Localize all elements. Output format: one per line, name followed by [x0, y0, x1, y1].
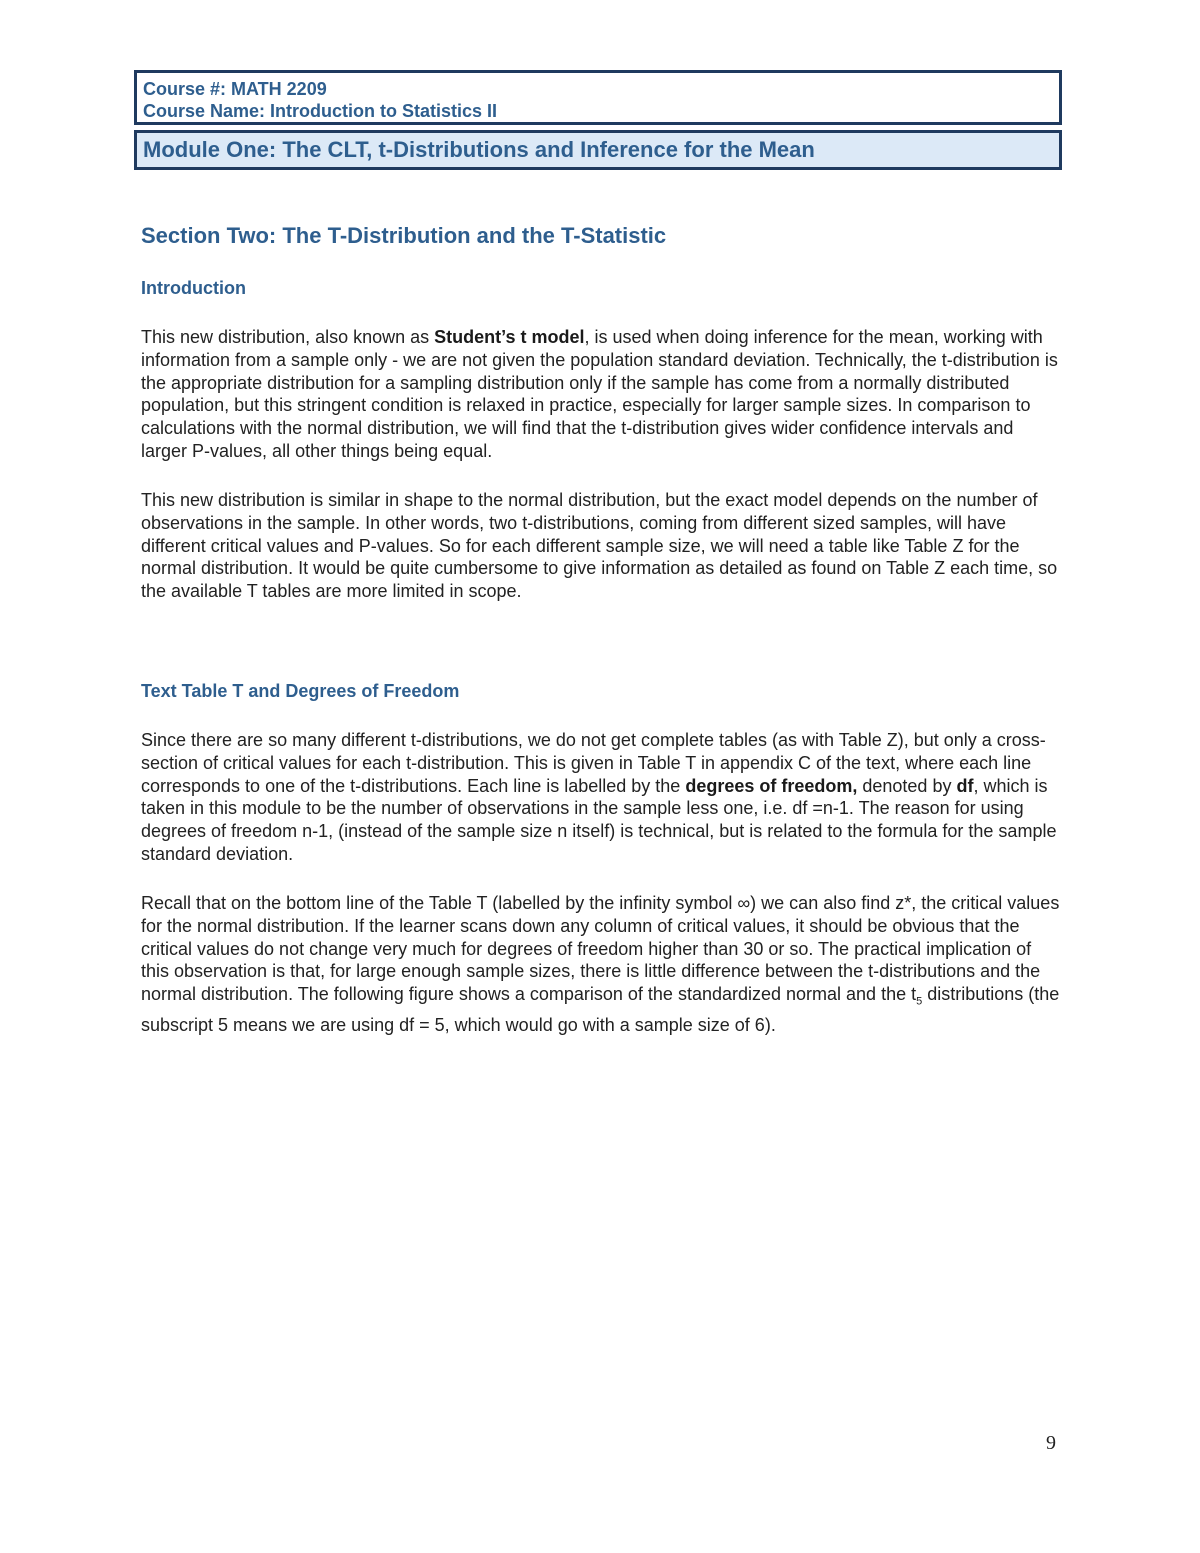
table-t-p2-text-end: distributions (the subscript 5 means we are using df = 5, which would go with a sample size of 6). — [141, 984, 1060, 1035]
page-number: 9 — [1046, 1432, 1056, 1454]
table-t-p1-text-end: , which is taken in this module to be the number of observations in the sample less one, i.e. df =n-1. The reason for using degrees of freedom n-1, (instead of the sample size n itself) is technical, but is related to the formula for the sample standard deviation. — [141, 775, 1057, 864]
table-t-p2-text: Recall that on the bottom line of the Table T (labelled by the infinity symbol ∞) we can also find z*, the critical values for the normal distribution. If the learner scans down any column of critical values, it should be obvious that the critical values do not change very much for degrees of freedom higher than 30 or so. The practical implication of this observation is that, for large enough sample sizes, there is little difference between the t-distributions and the normal distribution. The following figure shows a comparison of the standardized normal and the t — [141, 893, 1060, 1005]
table-t-paragraph-2 — [141, 892, 1061, 1036]
section-title: Section Two: The T-Distribution and the T-Statistic — [141, 223, 667, 248]
table-t-p1-text-mid: denoted by — [857, 775, 957, 796]
course-header — [134, 70, 1062, 125]
table-t-paragraph-1 — [141, 729, 1061, 866]
table-t-p1-text: Since there are so many different t-distributions, we do not get complete tables (as with Table Z), but only a cross-section of critical values for each t-distribution. This is given in Table T in appendix C of the text, where each line corresponds to one of the t-distributions. Each line is labelled by the — [141, 730, 1046, 796]
table-t-heading: Text Table T and Degrees of Freedom — [141, 681, 460, 701]
course-number: Course #: MATH 2209 — [143, 79, 327, 99]
table-t-p1-bold-df: df — [956, 775, 974, 796]
introduction-paragraph-2: This new distribution is similar in shape to the normal distribution, but the exact model depends on the number of observations in the sample. In other words, two t-distributions, coming from different sized samples, will have different critical values and P-values. So for each different sample size, we will need a table like Table Z for the normal distribution. It would be quite cumbersome to give information as detailed as found on Table Z each time, so the available T tables are more limited in scope. — [141, 490, 1058, 602]
module-title: Module One: The CLT, t-Distributions and Inference for the Mean — [134, 130, 1062, 170]
introduction-heading: Introduction — [141, 278, 246, 298]
intro-p1-text-cont: , is used when doing inference for the mean, working with information from a sample only - we are not given the population standard deviation. Technically, the t-distribution is the appropriate distribution for a sampling distribution only if the sample has come from a normally distributed population, but this stringent condition is relaxed in practice, especially for larger sample sizes. In comparison to calculations with the normal distribution, we will find that the t-distribution gives wider confidence intervals and larger P-values, all other things being equal. — [141, 327, 1058, 461]
table-t-p1-bold-dof: degrees of freedom, — [685, 775, 858, 796]
table-t-p2-subscript: 5 — [916, 995, 923, 1008]
course-name: Course Name: Introduction to Statistics II — [143, 101, 498, 121]
intro-p1-text: This new distribution, also known as — [141, 327, 435, 347]
intro-p1-bold-term: Student’s t model — [434, 327, 585, 347]
introduction-paragraph-1 — [141, 326, 1061, 463]
